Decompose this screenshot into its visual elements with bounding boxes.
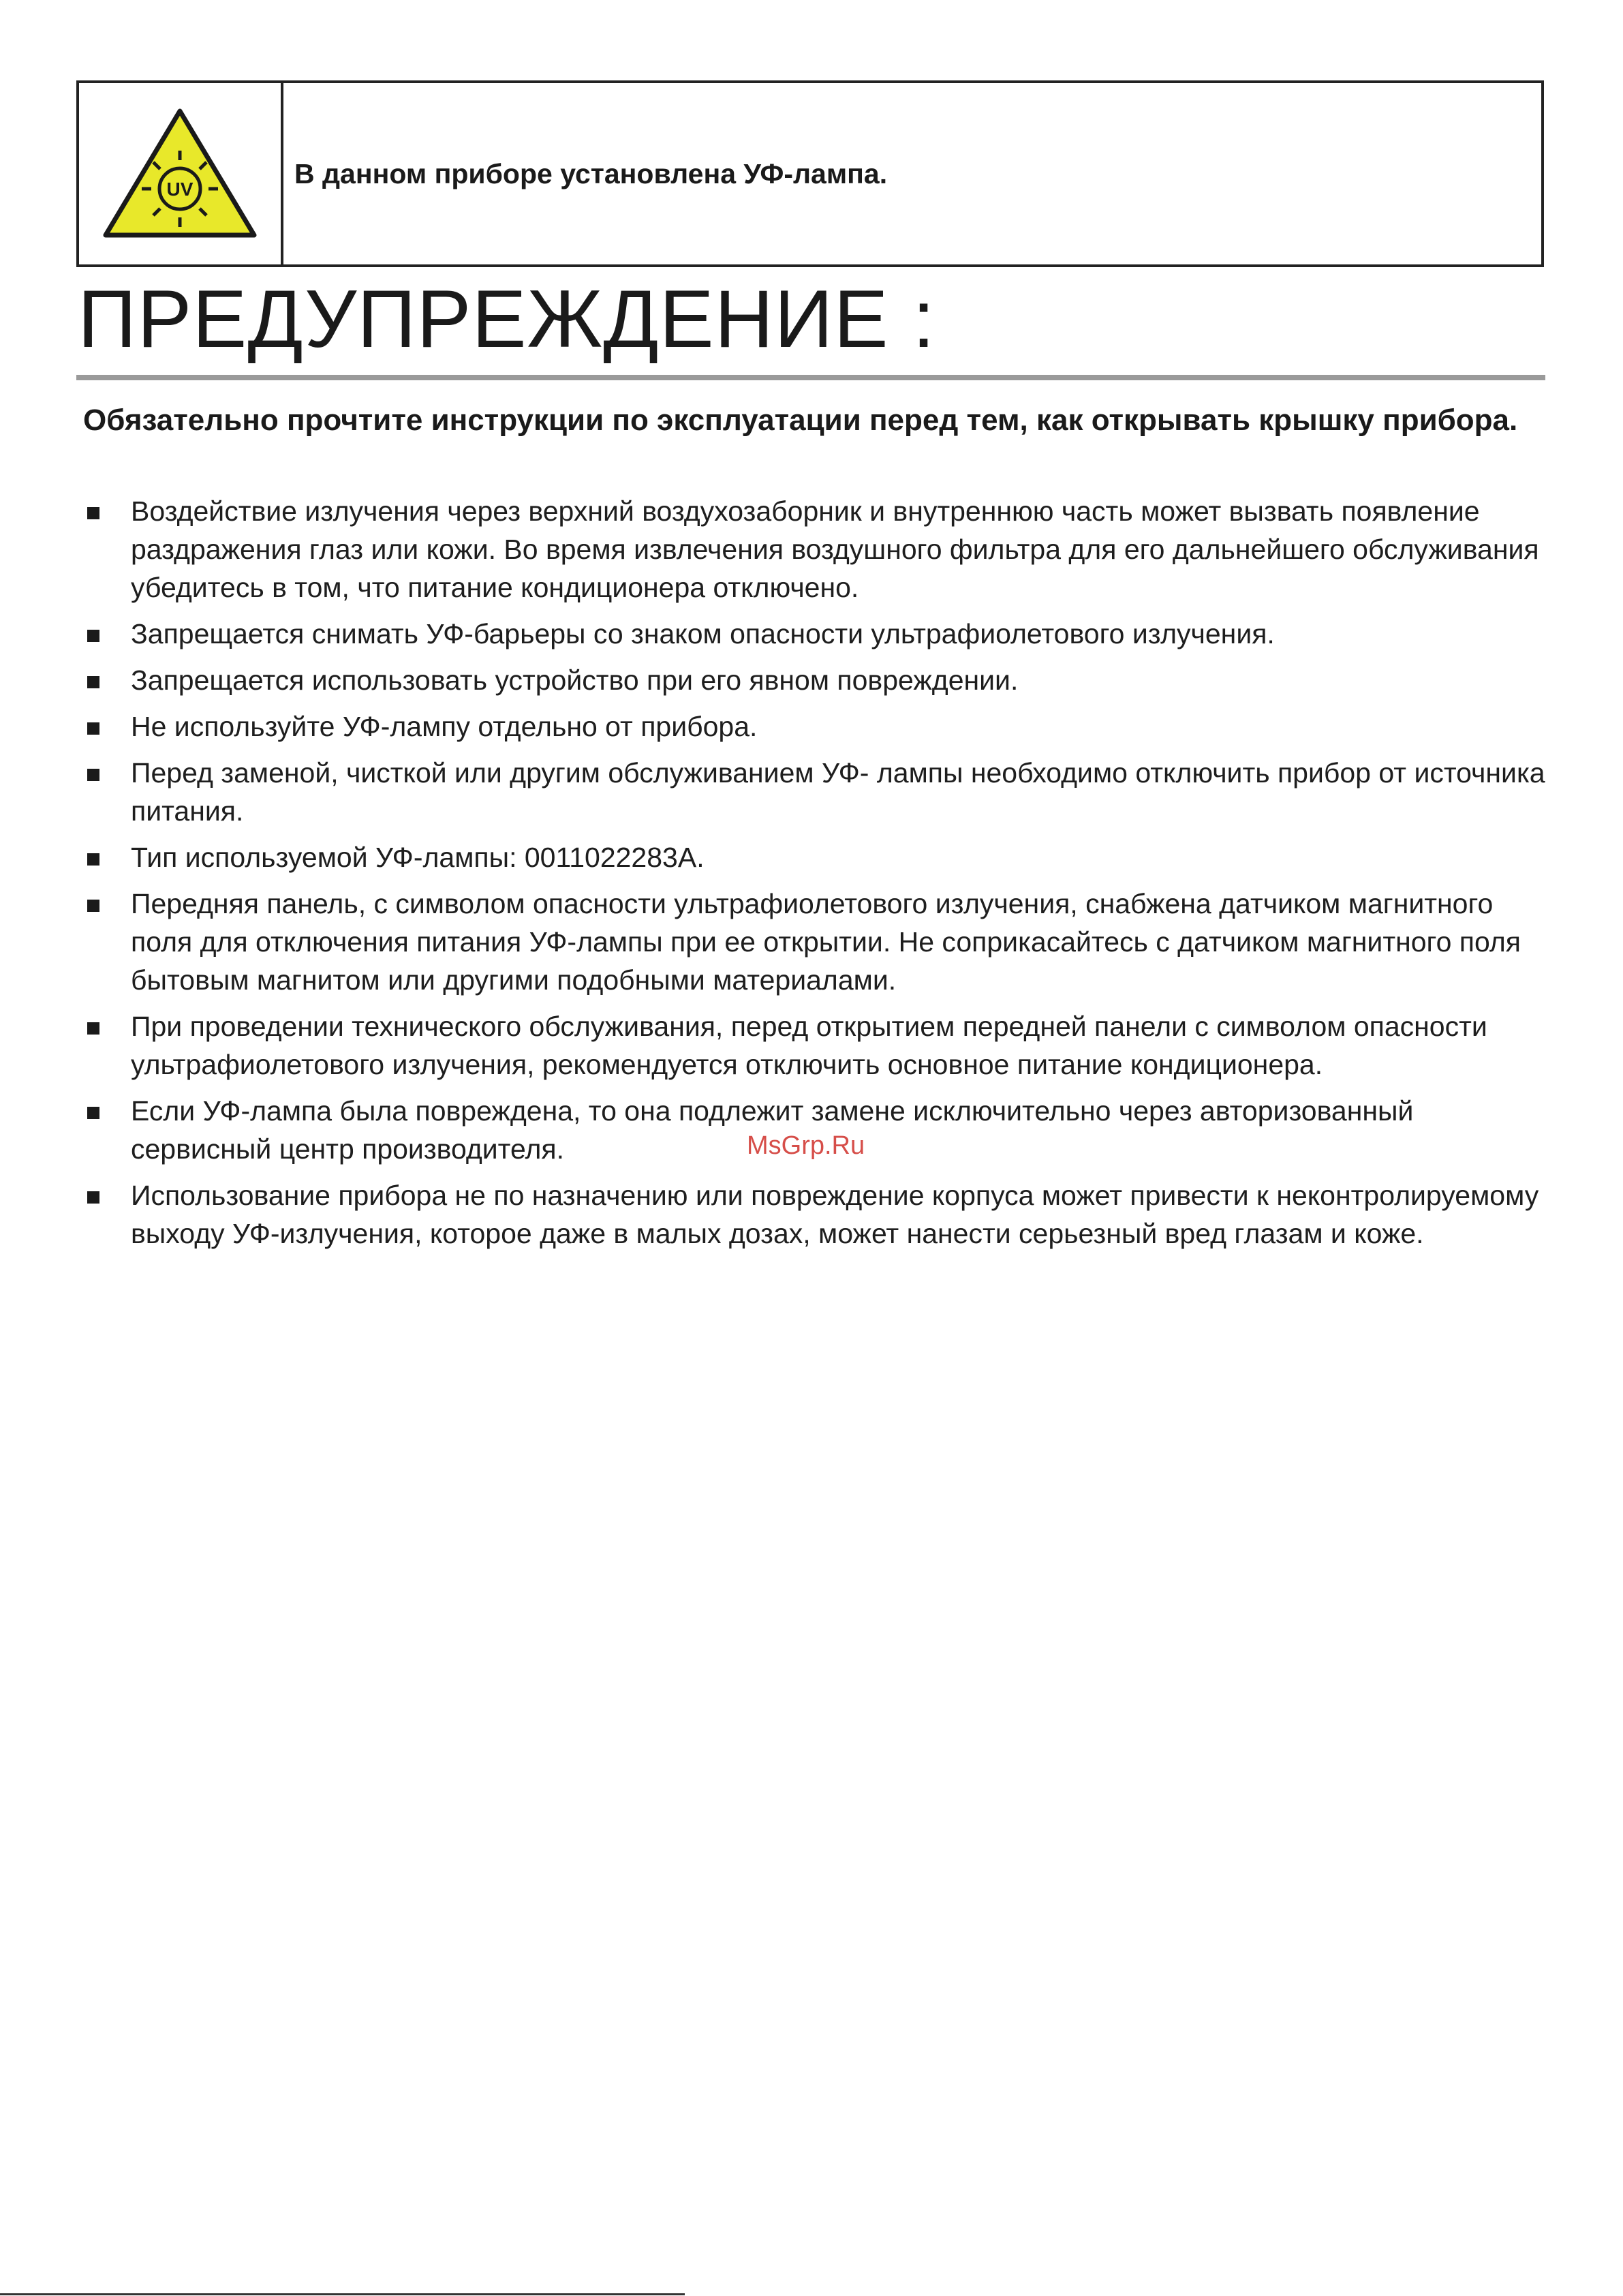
list-item-text: Не используйте УФ-лампу отдельно от прибора. [131,711,758,742]
list-item [83,1007,1555,1084]
list-item [83,754,1555,830]
list-item-text: Тип используемой УФ-лампы: 0011022283A. [131,842,705,873]
bullet-square-icon [87,900,99,912]
uv-icon-label: UV [166,179,194,200]
list-item-text: Использование прибора не по назначению или повреждение корпуса может привести к неконтролируемому выходу УФ-излучения, которое даже в малых дозах, может нанести серьезный вред глазам и коже. [131,1180,1539,1249]
list-item [83,707,1555,746]
bullet-square-icon [87,1107,99,1119]
list-item-text: Если УФ-лампа была повреждена, то она подлежит замене исключительно через авторизованный сервисный центр производителя. [131,1095,1414,1165]
list-item-text: При проведении технического обслуживания, перед открытием передней панели с символом опасности ультрафиолетового излучения, рекомендуется отключить основное питание кондиционера. [131,1011,1487,1080]
list-item [83,838,1555,876]
uv-warning-triangle-icon [102,106,258,242]
lead-instruction: Обязательно прочтите инструкции по эксплуатации перед тем, как открывать крышку прибора. [83,403,1518,437]
bullet-square-icon [87,769,99,781]
footer-divider [0,2293,685,2295]
title-divider [76,375,1545,380]
list-item-text: Воздействие излучения через верхний воздухозаборник и внутреннюю часть может вызвать появление раздражения глаз или кожи. Во время извлечения воздушного фильтра для его дальнейшего обслуживания убедитесь в том, что питание кондиционера отключено. [131,495,1539,603]
warning-title: ПРЕДУПРЕЖДЕНИЕ : [78,273,936,365]
list-item-text: Запрещается снимать УФ-барьеры со знаком опасности ультрафиолетового излучения. [131,618,1275,649]
list-item [83,661,1555,699]
list-item-text: Перед заменой, чисткой или другим обслуживанием УФ- лампы необходимо отключить прибор от источника питания. [131,757,1545,827]
bullet-square-icon [87,722,99,735]
uv-notice-box [76,80,1544,267]
notice-icon-cell [79,83,283,264]
notice-text-cell [283,83,1541,264]
list-item-text: Запрещается использовать устройство при его явном повреждении. [131,664,1019,696]
list-item [83,1176,1555,1253]
bullet-square-icon [87,630,99,642]
watermark: MsGrp.Ru [747,1131,865,1160]
bullet-square-icon [87,676,99,688]
bullet-square-icon [87,1191,99,1204]
list-item [83,885,1555,999]
list-item-text: Передняя панель, с символом опасности ультрафиолетового излучения, снабжена датчиком магнитного поля для отключения питания УФ-лампы при ее открытии. Не соприкасайтесь с датчиком магнитного поля бытовым магнитом или другими подобными материалами. [131,888,1521,996]
bullet-square-icon [87,507,99,519]
bullet-square-icon [87,853,99,866]
notice-text: В данном приборе установлена УФ-лампа. [294,157,888,189]
bullet-square-icon [87,1022,99,1035]
list-item [83,492,1555,607]
list-item [83,615,1555,653]
